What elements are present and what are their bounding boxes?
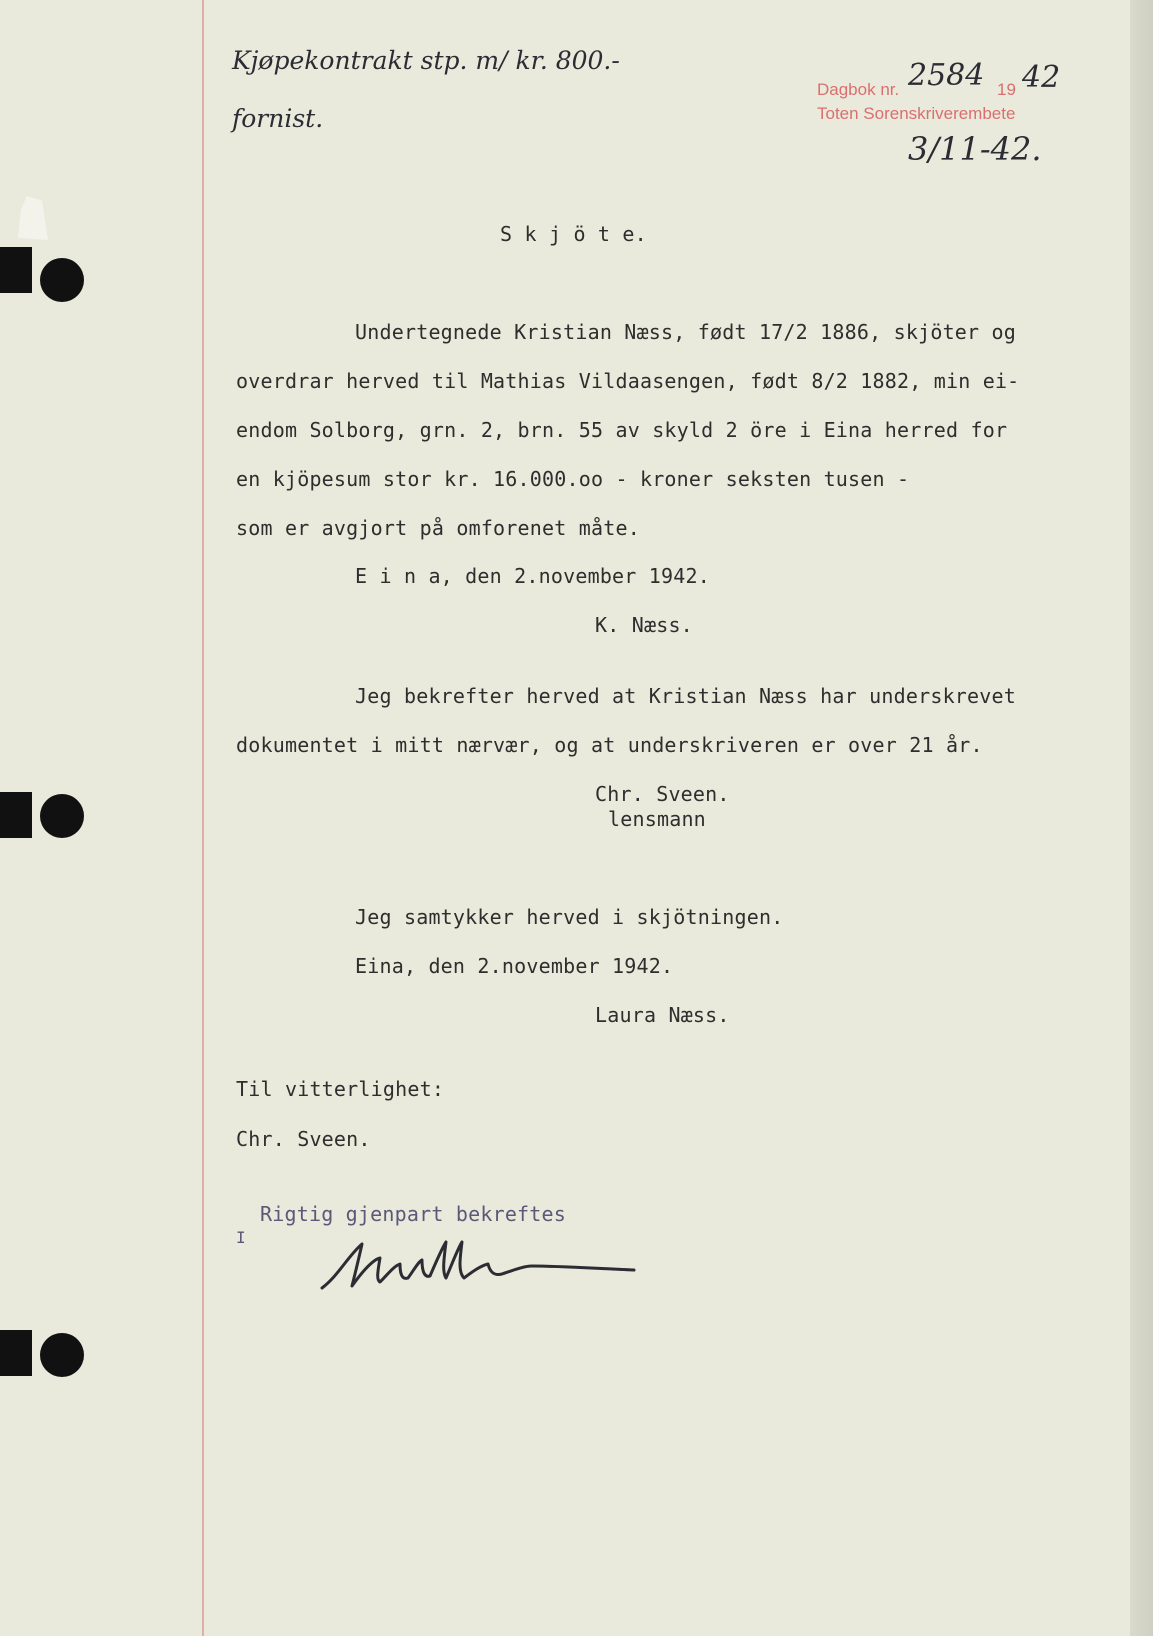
body-line-4: en kjöpesum stor kr. 16.000.oo - kroner seksten tusen - xyxy=(236,467,910,491)
punch-hole-tab xyxy=(0,247,32,293)
document-title: S k j ö t e. xyxy=(500,222,647,246)
signature-2: Laura Næss. xyxy=(595,1003,730,1027)
stamp-date: 3/11-42. xyxy=(908,130,1042,168)
confirmation-line-2: dokumentet i mitt nærvær, og at underskriveren er over 21 år. xyxy=(236,733,983,757)
certification-stamp: Rigtig gjenpart bekreftes xyxy=(260,1202,567,1226)
body-line-3: endom Solborg, grn. 2, brn. 55 av skyld 2 öre i Eina herred for xyxy=(236,418,1008,442)
til-vitterlighet: Til vitterlighet: xyxy=(236,1077,445,1101)
handwritten-signature xyxy=(318,1236,638,1296)
punch-hole xyxy=(40,258,84,302)
margin-note-line1: Kjøpekontrakt stp. m/ kr. 800.- xyxy=(232,46,620,75)
place-date-1: E i n a, den 2.november 1942. xyxy=(355,564,710,588)
punch-hole xyxy=(40,794,84,838)
stamp-year-suffix: 42 xyxy=(1022,60,1061,95)
margin-rule xyxy=(202,0,204,1636)
place-date-2: Eina, den 2.november 1942. xyxy=(355,954,674,978)
margin-mark: I xyxy=(236,1228,246,1247)
body-line-1: Undertegnede Kristian Næss, født 17/2 1886, skjöter og xyxy=(355,320,1017,344)
stamp-office: Toten Sorenskriverembete xyxy=(817,104,1016,123)
signature-1: K. Næss. xyxy=(595,613,693,637)
body-line-5: som er avgjort på omforenet måte. xyxy=(236,516,640,540)
witness-2: Chr. Sveen. xyxy=(236,1127,371,1151)
page-edge xyxy=(1130,0,1153,1636)
punch-hole-tab xyxy=(0,792,32,838)
body-line-2: overdrar herved til Mathias Vildaasengen, født 8/2 1882, min ei- xyxy=(236,369,1020,393)
punch-hole xyxy=(40,1333,84,1377)
margin-note-line2: fornist. xyxy=(232,104,324,133)
stamp-dagbok-number: 2584 xyxy=(908,58,985,93)
witness-name: Chr. Sveen. xyxy=(595,782,730,806)
stamp-year-prefix: 19 xyxy=(997,80,1016,99)
confirmation-line-1: Jeg bekrefter herved at Kristian Næss har underskrevet xyxy=(355,684,1017,708)
witness-title: lensmann xyxy=(608,807,706,831)
consent-line: Jeg samtykker herved i skjötningen. xyxy=(355,905,784,929)
stamp-dagbok-label: Dagbok nr. xyxy=(817,80,900,99)
punch-hole-tab xyxy=(0,1330,32,1376)
